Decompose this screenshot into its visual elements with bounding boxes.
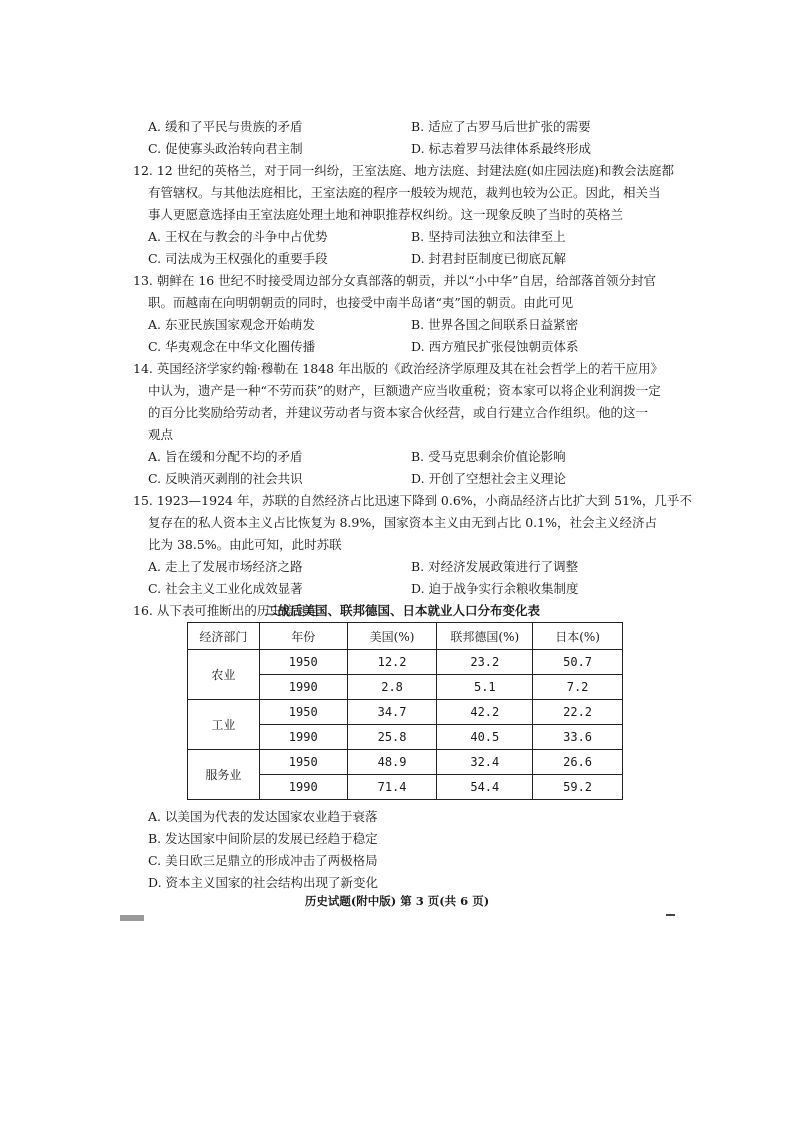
de-cell: 32.4 [437, 750, 533, 775]
q12-option-c: C. 司法成为王权强化的重要手段 [148, 251, 328, 266]
q15-option-d: D. 迫于战争实行余粮收集制度 [411, 581, 579, 596]
header-sector: 经济部门 [188, 623, 260, 650]
sector-industry: 工业 [188, 700, 260, 750]
q14-stem-line-4: 观点 [148, 427, 174, 442]
q15-option-a: A. 走上了发展市场经济之路 [148, 559, 303, 574]
table-row [188, 750, 623, 775]
us-cell: 48.9 [347, 750, 437, 775]
table-header-row [188, 623, 623, 650]
de-cell: 40.5 [437, 725, 533, 750]
us-cell: 12.2 [347, 650, 437, 675]
de-cell: 23.2 [437, 650, 533, 675]
de-cell: 42.2 [437, 700, 533, 725]
q16-option-a: A. 以美国为代表的发达国家农业趋于衰落 [148, 809, 378, 824]
q14-option-c: C. 反映消灭剥削的社会共识 [148, 471, 303, 486]
q14-option-b: B. 受马克思剩余价值论影响 [411, 449, 566, 464]
year-cell: 1990 [259, 775, 347, 800]
jp-cell: 33.6 [533, 725, 623, 750]
q16-stem: 16. 从下表可推断出的历史信息是 [133, 603, 320, 618]
header-japan: 日本(%) [533, 623, 623, 650]
year-cell: 1990 [259, 725, 347, 750]
q12-stem-line-2: 有管辖权。与其他法庭相比，王室法庭的程序一般较为规范，裁判也较为公正。因此，相关当 [148, 185, 661, 200]
scan-mark-left [120, 915, 144, 921]
year-cell: 1990 [259, 675, 347, 700]
q14-option-a: A. 旨在缓和分配不均的矛盾 [148, 449, 303, 464]
q14-stem-line-3: 的百分比奖励给劳动者，并建议劳动者与资本家合伙经营，或自行建立合作组织。他的这一 [148, 405, 649, 420]
q13-stem-line-2: 职。而越南在向明朝朝贡的同时，也接受中南半岛诸“夷”国的朝贡。由此可见 [148, 295, 574, 310]
year-cell: 1950 [259, 650, 347, 675]
de-cell: 5.1 [437, 675, 533, 700]
header-year: 年份 [259, 623, 347, 650]
q13-option-b: B. 世界各国之间联系日益紧密 [411, 317, 579, 332]
year-cell: 1950 [259, 750, 347, 775]
q13-option-a: A. 东亚民族国家观念开始萌发 [148, 317, 315, 332]
q14-stem-line-2: 中认为，遗产是一种“不劳而获”的财产，巨额遗产应当收重税；资本家可以将企业利润拨一定 [148, 383, 661, 398]
jp-cell: 26.6 [533, 750, 623, 775]
table-row [188, 650, 623, 675]
sector-agriculture: 农业 [188, 650, 260, 700]
q15-stem-line-2: 复存在的私人资本主义占比恢复为 8.9%，国家资本主义由无到占比 0.1%，社会主义经济占 [148, 515, 657, 530]
us-cell: 71.4 [347, 775, 437, 800]
jp-cell: 59.2 [533, 775, 623, 800]
q13-stem-line-1: 13. 朝鲜在 16 世纪不时接受周边部分女真部落的朝贡，并以“小中华”自居，给部落首领分封官 [133, 273, 656, 288]
header-west-germany: 联邦德国(%) [437, 623, 533, 650]
q12-stem-line-3: 事人更愿意选择由王室法庭处理土地和神职推荐权纠纷。这一现象反映了当时的英格兰 [148, 207, 624, 222]
sector-services: 服务业 [188, 750, 260, 800]
jp-cell: 7.2 [533, 675, 623, 700]
q15-option-c: C. 社会主义工业化成效显著 [148, 581, 303, 596]
q11-option-d: D. 标志着罗马法律体系最终形成 [411, 141, 592, 156]
q15-stem-line-3: 比为 38.5%。由此可知，此时苏联 [148, 537, 342, 552]
us-cell: 34.7 [347, 700, 437, 725]
page-footer: 历史试题(附中版) 第 3 页(共 6 页) [304, 894, 490, 908]
de-cell: 54.4 [437, 775, 533, 800]
scan-mark-right [666, 914, 675, 916]
q14-stem-line-1: 14. 英国经济学家约翰·穆勒在 1848 年出版的《政治经济学原理及其在社会哲学上的若干应用》 [133, 361, 664, 376]
q12-option-b: B. 坚持司法独立和法律至上 [411, 229, 566, 244]
table-title: 二战后美国、联邦德国、日本就业人口分布变化表 [265, 603, 541, 618]
q14-option-d: D. 开创了空想社会主义理论 [411, 471, 567, 486]
us-cell: 25.8 [347, 725, 437, 750]
jp-cell: 50.7 [533, 650, 623, 675]
us-cell: 2.8 [347, 675, 437, 700]
q13-option-c: C. 华夷观念在中华文化圈传播 [148, 339, 316, 354]
q11-option-c: C. 促使寡头政治转向君主制 [148, 141, 303, 156]
q12-option-d: D. 封君封臣制度已彻底瓦解 [411, 251, 567, 266]
q11-option-b: B. 适应了古罗马后世扩张的需要 [411, 119, 591, 134]
year-cell: 1950 [259, 700, 347, 725]
q12-stem-line-1: 12. 12 世纪的英格兰，对于同一纠纷，王室法庭、地方法庭、封建法庭(如庄园法庭)和教会法庭都 [133, 163, 674, 178]
q15-option-b: B. 对经济发展政策进行了调整 [411, 559, 579, 574]
q16-option-d: D. 资本主义国家的社会结构出现了新变化 [148, 875, 379, 890]
q11-option-a: A. 缓和了平民与贵族的矛盾 [148, 119, 303, 134]
header-us: 美国(%) [347, 623, 437, 650]
q13-option-d: D. 西方殖民扩张侵蚀朝贡体系 [411, 339, 579, 354]
employment-distribution-table [187, 622, 623, 800]
q15-stem-line-1: 15. 1923—1924 年，苏联的自然经济占比迅速下降到 0.6%，小商品经济占比扩大到 51%，几乎不 [133, 493, 692, 508]
q16-option-b: B. 发达国家中间阶层的发展已经趋于稳定 [148, 831, 378, 846]
q16-option-c: C. 美日欧三足鼎立的形成冲击了两极格局 [148, 853, 378, 868]
table-row [188, 700, 623, 725]
q12-option-a: A. 王权在与教会的斗争中占优势 [148, 229, 328, 244]
jp-cell: 22.2 [533, 700, 623, 725]
